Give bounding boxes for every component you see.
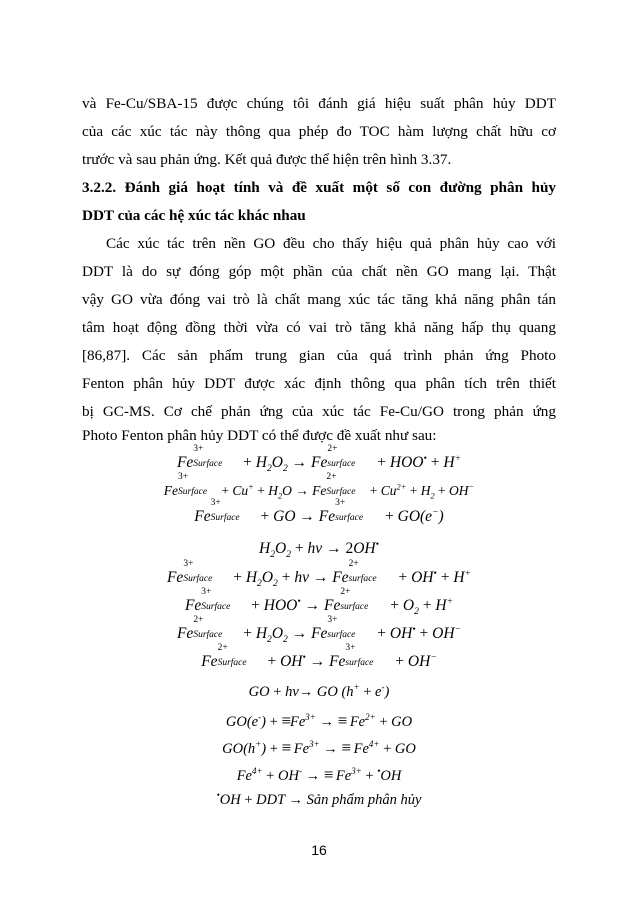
triple-bond-symbol: ≡ bbox=[281, 738, 291, 757]
paragraph-2-line-2: DDT là do sự đóng góp một phần của chất nền GO mang lại. Thật bbox=[82, 263, 556, 280]
paragraph-2-line-7: bị GC-MS. Cơ chế phản ứng của xúc tác Fe-Cu/GO trong phản ứng bbox=[82, 403, 556, 420]
equation-13: •OH + DDT → Sản phẩm phân hủy bbox=[216, 790, 422, 808]
equation-1: Fe 3+ Surface + $H_2O_2 \to Fe$ 2+ surface + HOO• + H+ bbox=[176, 444, 462, 475]
equation-3: Fe 3+ Surface + GO → Fe 3+ surface + GO(e−) bbox=[194, 498, 444, 525]
page-number: 16 bbox=[311, 842, 327, 858]
equation-8: Fe 2+ Surface + OH• → Fe 3+ surface + OH− bbox=[201, 643, 437, 670]
equation-11: GO(h+) + ≡ $Fe^{3+}$ → ≡ $Fe^{4+}$ + GO bbox=[222, 738, 416, 757]
equation-12: $Fe^{4+} + OH^-$ → ≡ $Fe^{3+} + ^•OH$ bbox=[236, 765, 402, 784]
paragraph-1-line-3: trước và sau phản ứng. Kết quả được thể hiện trên hình 3.37. bbox=[82, 151, 452, 168]
paragraph-1-line-2: của các xúc tác này thông qua phép đo TOC hàm lượng chất hữu cơ bbox=[82, 123, 556, 140]
paragraph-2-line-4: tâm hoạt động đồng thời vừa có vai trò tăng khả năng hấp thụ quang bbox=[82, 319, 556, 336]
triple-bond-symbol: ≡ bbox=[337, 711, 347, 730]
paragraph-2-line-6: Fenton phân hủy DDT được xác định thông qua phân tích trên thiết bbox=[82, 375, 556, 392]
triple-bond-symbol: ≡ bbox=[341, 738, 350, 757]
section-heading-line-1: 3.2.2. Đánh giá hoạt tính và đề xuất một số con đường phân hủy bbox=[82, 179, 556, 196]
paragraph-2-line-1: Các xúc tác trên nền GO đều cho thấy hiệu quả phân hủy cao với bbox=[106, 235, 556, 252]
paragraph-2-line-5: [86,87]. Các sản phẩm trung gian của quá trình phản ứng Photo bbox=[82, 347, 556, 364]
equation-9: GO + hv→ GO (h+ + e-) bbox=[248, 682, 390, 700]
triple-bond-symbol: ≡ bbox=[323, 765, 333, 784]
equation-4: $H_2O_2$ + hv → 2OH• bbox=[259, 538, 379, 561]
equation-10: $GO(e^-) + \equiv Fe^{3+}$ → ≡ $Fe^{2+}$ + GO bbox=[225, 711, 413, 730]
equation-7: Fe 2+ Surface + $H_2O_2 \to Fe$ 3+ surface + OH• + OH− bbox=[176, 615, 462, 646]
equation-5: Fe 3+ Surface + $H_2O_2$ + hv → Fe 2+ surface + OH• + H+ bbox=[166, 559, 472, 590]
final-product-label: Sản phẩm phân hủy bbox=[306, 792, 422, 808]
paragraph-2-line-3: vậy GO vừa đóng vai trò là chất mang xúc tác tăng khả năng phân tán bbox=[82, 291, 556, 308]
paragraph-1-line-1: và Fe-Cu/SBA-15 được chúng tôi đánh giá hiệu suất phân hủy DDT bbox=[82, 95, 556, 112]
equation-6: Fe 3+ Surface + HOO• → Fe 2+ surface + $O_2 + H^+$ bbox=[184, 587, 454, 618]
section-heading-line-2: DDT của các hệ xúc tác khác nhau bbox=[82, 207, 306, 224]
triple-bond-symbol: ≡ bbox=[281, 711, 290, 730]
equation-2: Fe 3+ Surface + $Cu^+ + H_2O \to Fe$ 2+ Surface + $Cu^{2+} + H_2 + OH^-$ bbox=[163, 472, 475, 501]
paragraph-2-line-8: Photo Fenton phân hủy DDT có thể được đề xuất như sau: bbox=[82, 427, 437, 444]
